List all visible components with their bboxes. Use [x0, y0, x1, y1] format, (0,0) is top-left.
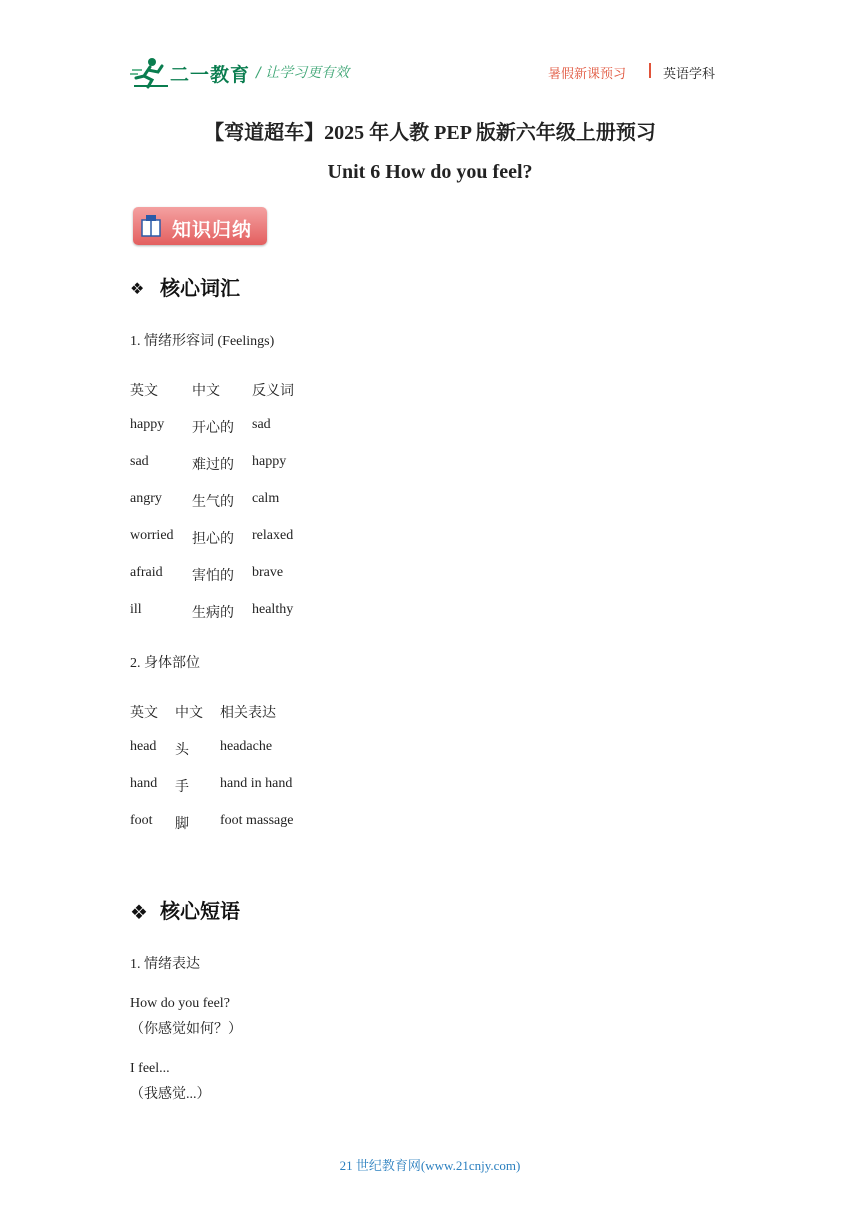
- table-cell: sad: [252, 417, 271, 432]
- table-cell: 生气的: [192, 495, 234, 510]
- table-cell: foot massage: [220, 813, 294, 828]
- logo-text: 二一教育: [170, 64, 251, 86]
- table-cell: worried: [130, 528, 174, 543]
- table-cell: 手: [175, 780, 189, 795]
- footer-link[interactable]: 21 世纪教育网(www.21cnjy.com): [339, 1158, 521, 1173]
- table-header: 英文: [130, 384, 158, 399]
- table-cell: 生病的: [192, 606, 234, 621]
- table-cell: hand in hand: [220, 776, 293, 791]
- vocab-subheading-body: 2. 身体部位: [130, 656, 200, 671]
- table-cell: 开心的: [192, 421, 234, 436]
- vocab-subheading-feelings: 1. 情绪形容词 (Feelings): [130, 334, 275, 349]
- badge-label: 知识归纳: [172, 219, 253, 241]
- header-divider: [649, 63, 651, 78]
- diamond-bullet-icon: ❖: [130, 279, 145, 298]
- table-header: 相关表达: [220, 706, 276, 721]
- table-cell: head: [130, 739, 157, 754]
- table-cell: happy: [252, 454, 287, 469]
- table-cell: 脚: [175, 817, 189, 832]
- table-cell: 担心的: [192, 532, 234, 547]
- phrase-zh: （你感觉如何？）: [130, 1022, 242, 1037]
- table-header: 反义词: [252, 384, 294, 399]
- book-icon: [141, 214, 161, 238]
- table-cell: happy: [130, 417, 165, 432]
- page-subtitle: Unit 6 How do you feel?: [327, 161, 533, 183]
- table-cell: afraid: [130, 565, 163, 580]
- table-header: 中文: [175, 706, 203, 721]
- table-cell: foot: [130, 813, 153, 828]
- phrase-en: I feel...: [130, 1061, 170, 1076]
- table-header: 中文: [192, 384, 220, 399]
- table-cell: headache: [220, 739, 273, 754]
- table-cell: 难过的: [192, 458, 234, 473]
- table-cell: healthy: [252, 602, 294, 617]
- table-cell: relaxed: [252, 528, 294, 543]
- table-cell: brave: [252, 565, 284, 580]
- table-header: 英文: [130, 706, 158, 721]
- table-cell: ill: [130, 602, 142, 617]
- page-title: 【弯道超车】2025 年人教 PEP 版新六年级上册预习: [204, 122, 656, 144]
- phrases-subheading: 1. 情绪表达: [130, 957, 200, 972]
- table-cell: 头: [175, 743, 189, 758]
- section-heading-phrases: 核心短语: [160, 899, 240, 923]
- table-cell: angry: [130, 491, 162, 506]
- slogan: / 让学习更有效: [256, 65, 350, 81]
- table-cell: hand: [130, 776, 158, 791]
- phrase-zh: （我感觉...）: [130, 1087, 211, 1102]
- table-cell: calm: [252, 491, 280, 506]
- phrase-en: How do you feel?: [130, 996, 230, 1011]
- header-subject: 英语学科: [663, 67, 716, 82]
- header-course-label: 暑假新课预习: [548, 67, 627, 82]
- table-cell: sad: [130, 454, 149, 469]
- table-cell: 害怕的: [192, 569, 234, 584]
- diamond-bullet-icon: ❖: [130, 900, 148, 924]
- section-heading-vocab: 核心词汇: [160, 276, 240, 300]
